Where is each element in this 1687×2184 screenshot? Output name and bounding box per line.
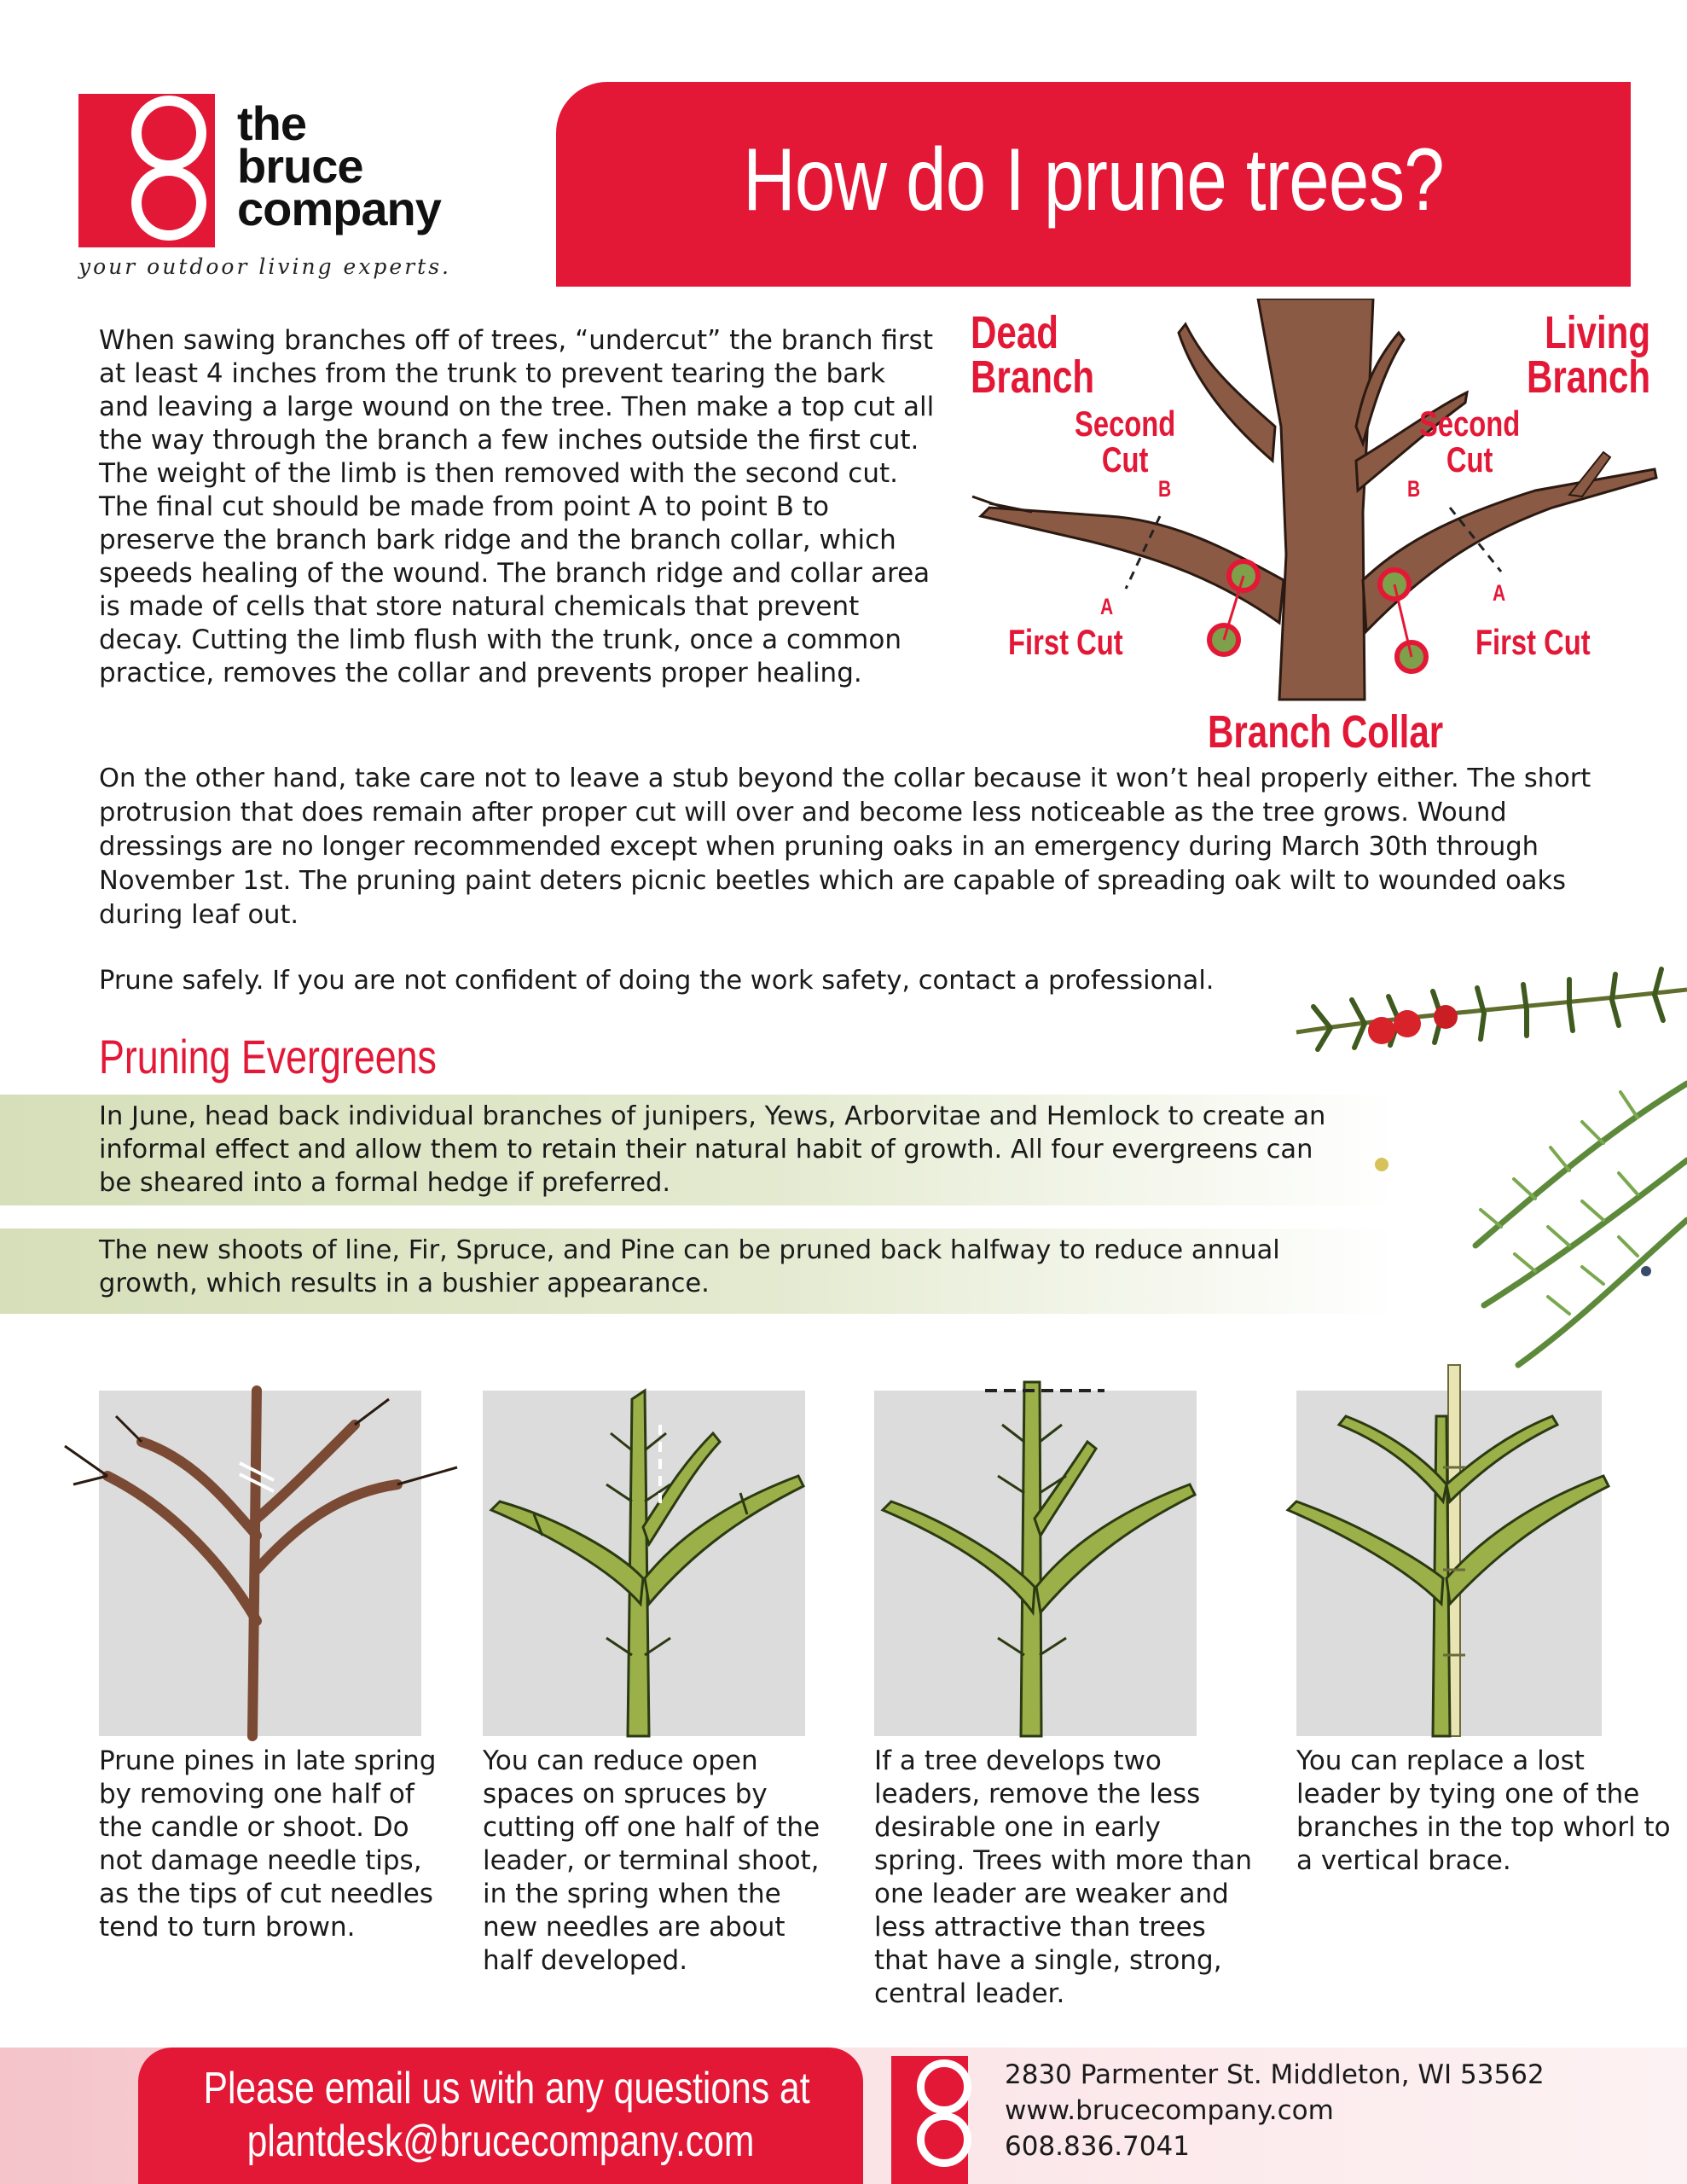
stub-paragraph: On the other hand, take care not to leave a stub beyond the collar because it won’t heal properly either. The short protrusion that does remain after proper cut will over and become less noticeable as the tree grows. Wound dressings are no longer recommended except when pruning oaks in an emergency during March 30th through November 1st. The pruning paint deters picnic beetles which are capable of spreading oak wilt to wounded oaks during leaf out.: [99, 764, 1591, 930]
brace-leader-illustration: [1254, 1365, 1644, 1736]
title-banner: [556, 82, 1631, 287]
section-heading: Pruning Evergreens: [99, 1030, 437, 1083]
tagline: your outdoor living experts.: [78, 254, 452, 279]
panel-caption-1: Prune pines in late spring by removing one half of the candle or shoot. Do not damage needle tips, as the tips of cut needles tend to turn brown.: [99, 1745, 437, 1943]
contact-cta: [138, 2048, 863, 2184]
dead-branch-label: Dead Branch: [971, 307, 1095, 403]
footer-website-link[interactable]: www.brucecompany.com: [1005, 2095, 1334, 2126]
logo-word-company: company: [237, 182, 441, 235]
cta-email-link[interactable]: plantdesk@brucecompany.com: [246, 2117, 755, 2166]
branch-collar-label: Branch Collar: [1208, 706, 1444, 758]
safety-paragraph: Prune safely. If you are not confident of doing the work safety, contact a professional.: [99, 966, 1215, 996]
panel-caption-3: If a tree develops two leaders, remove the less desirable one in early spring. Trees with more than one leader are weaker and less attractive than trees that have a single, strong, central leader.: [874, 1745, 1253, 2009]
spruce-leader-panel: [483, 1391, 805, 1736]
page-title: How do I prune trees?: [743, 131, 1444, 229]
pruning-cut-diagram: [955, 299, 1672, 759]
intro-paragraph: When sawing branches off of trees, “undercut” the branch first at least 4 inches from the trunk to prevent tearing the bark and leaving a large wound on the tree. Then make a top cut all the way through the branch a few inches outside the first cut. The weight of the limb is then removed with the second cut. The final cut should be made from point A to point B to preserve the branch bark ridge and the branch collar, which speeds healing of the wound. The branch ridge and collar area is made of cells that store natural chemicals that prevent decay. Cutting the limb flush with the trunk, once a common practice, removes the collar and prevents proper healing.: [99, 325, 935, 688]
pine-branch-illustration: [56, 1365, 464, 1736]
evergreen-tip-1: In June, head back individual branches of junipers, Yews, Arborvitae and Hemlock to create an informal effect and allow them to retain their natural habit of growth. All four evergreens can be sheared into a formal hedge if preferred.: [99, 1101, 1326, 1198]
evergreen-tip-band-1: [0, 1095, 1399, 1205]
double-leader-panel: [874, 1391, 1197, 1736]
first-cut-label-left: First Cut: [1008, 622, 1123, 662]
panel-caption-2: You can reduce open spaces on spruces by cutting off one half of the leader, or terminal shoot, in the spring when the new needles are about half developed.: [483, 1745, 820, 1976]
evergreen-tip-band-2: [0, 1228, 1399, 1314]
double-leader-illustration: [832, 1365, 1239, 1736]
footer-logo-mark: [891, 2056, 968, 2184]
second-cut-label-left: Second Cut: [1075, 404, 1176, 479]
point-a-left: A: [1100, 594, 1114, 619]
evergreen-tip-2: The new shoots of line, Fir, Spruce, and Pine can be pruned back halfway to reduce annual growth, which results in a bushier appearance.: [99, 1235, 1280, 1298]
pine-candle-panel: [99, 1391, 421, 1736]
evergreen-branch-photo: [1279, 938, 1687, 1416]
footer-phone: 608.836.7041: [1005, 2131, 1190, 2162]
logo-mark: [78, 94, 215, 247]
first-cut-label-right: First Cut: [1475, 622, 1591, 662]
point-b-left: B: [1158, 476, 1172, 502]
logo-word-the: the: [237, 96, 306, 150]
second-cut-label-right: Second Cut: [1419, 404, 1521, 479]
cta-line-1: Please email us with any questions at: [203, 2064, 810, 2113]
replace-leader-panel: [1296, 1391, 1602, 1736]
point-a-right: A: [1493, 580, 1506, 606]
living-branch-label: Living Branch: [1527, 307, 1651, 403]
logo-word-bruce: bruce: [237, 139, 363, 193]
point-b-right: B: [1407, 476, 1421, 502]
panel-caption-4: You can replace a lost leader by tying one of the branches in the top whorl to a vertical brace.: [1296, 1745, 1671, 1876]
footer-address: 2830 Parmenter St. Middleton, WI 53562: [1005, 2059, 1545, 2090]
yew-branch-illustration: [1279, 938, 1687, 1416]
spruce-branch-illustration: [440, 1365, 848, 1736]
